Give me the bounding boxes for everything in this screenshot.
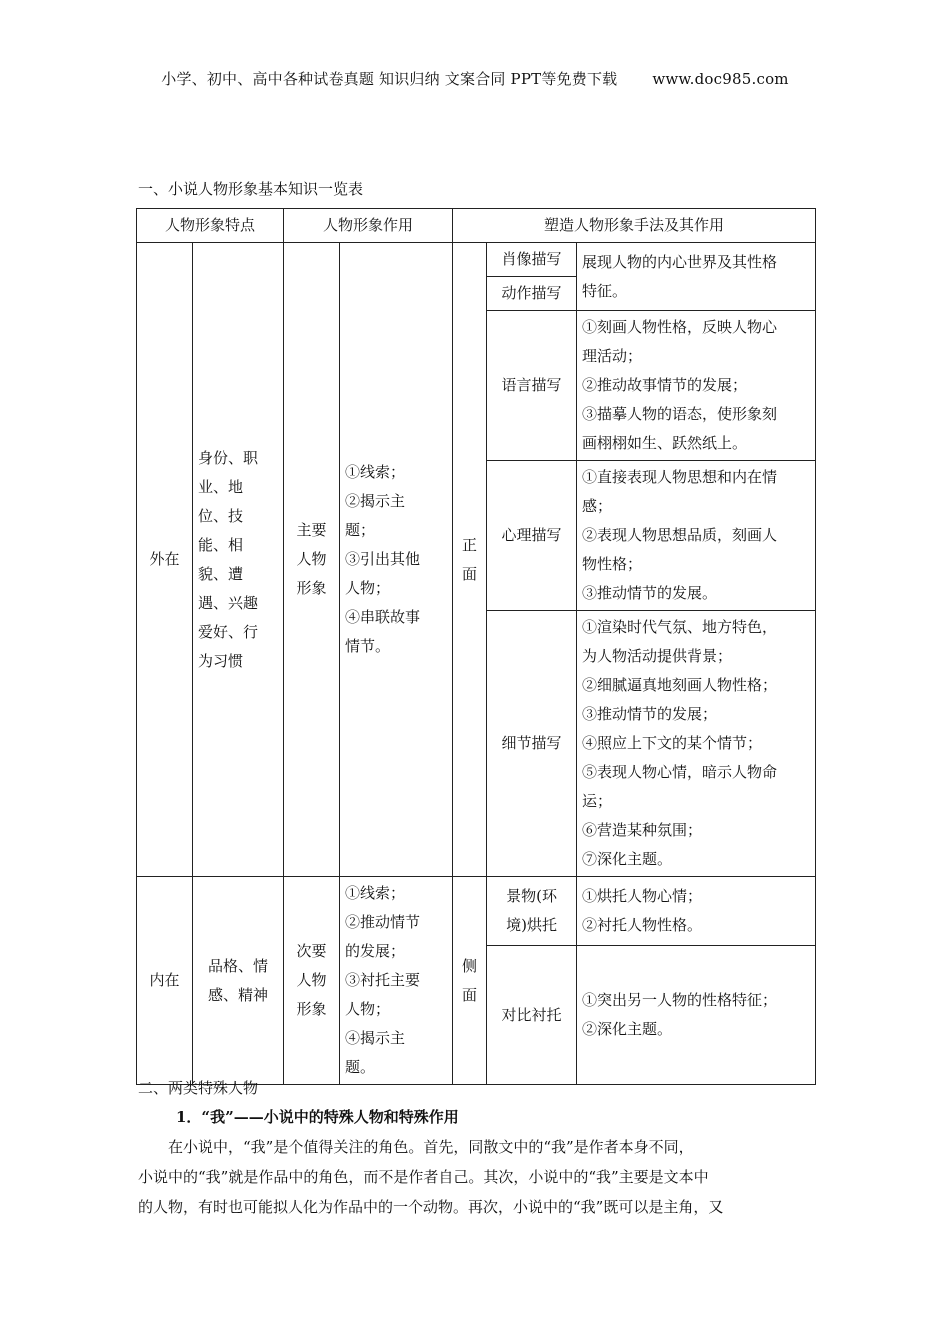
header-site: www.doc985.com <box>652 70 789 88</box>
character-knowledge-table <box>136 208 816 1085</box>
secondary-role <box>284 877 340 1085</box>
effect-line: ②推动故事情节的发展； <box>582 376 748 394</box>
effect-line: ①直接表现人物思想和内在情 <box>582 468 778 486</box>
secondary-role-line: 次要 <box>296 942 327 960</box>
main-function-line: ②揭示主 <box>345 492 406 510</box>
outer-trait-line: 为习惯 <box>198 651 244 670</box>
side-char: 侧 <box>462 956 478 975</box>
effect-line: ②深化主题。 <box>582 1020 673 1038</box>
front-label <box>453 243 487 877</box>
portrait-action-effect <box>577 243 816 311</box>
main-function-line: 情节。 <box>345 637 391 655</box>
effect-line: ⑦深化主题。 <box>582 850 673 868</box>
side-label <box>453 877 487 1085</box>
page-header <box>0 68 950 89</box>
main-role-line: 人物 <box>296 550 327 568</box>
main-role-line: 形象 <box>296 579 327 597</box>
scenery-line: 境)烘托 <box>506 916 557 934</box>
table-row <box>137 877 816 946</box>
language-method: 语言描写 <box>487 311 577 461</box>
header-method: 塑造人物形象手法及其作用 <box>453 209 816 243</box>
effect-line: ③推动情节的发展； <box>582 705 718 723</box>
secondary-function-line: ①线索； <box>345 884 406 902</box>
effect-line: ②衬托人物性格。 <box>582 916 703 934</box>
scenery-effect <box>577 877 816 946</box>
effect-line: ②表现人物思想品质，刻画人 <box>582 526 778 544</box>
main-function-line: ③引出其他 <box>345 550 421 568</box>
secondary-function-line: ②推动情节 <box>345 913 421 931</box>
secondary-function-line: 题。 <box>345 1058 376 1076</box>
contrast-method: 对比衬托 <box>487 946 577 1085</box>
effect-line: 展现人物的内心世界及其性格 <box>582 252 778 271</box>
main-function-line: 人物； <box>345 579 391 597</box>
effect-line: 物性格； <box>582 555 643 573</box>
paragraph-line: 的人物，有时也可能拟人化为作品中的一个动物。再次，小说中的“我”既可以是主角，又 <box>138 1198 724 1216</box>
main-function-line: ①线索； <box>345 463 406 481</box>
section1-title: 一、小说人物形象基本知识一览表 <box>138 180 364 198</box>
inner-traits <box>193 877 284 1085</box>
scenery-line: 景物(环 <box>506 887 557 905</box>
effect-line: ④照应上下文的某个情节； <box>582 734 763 752</box>
secondary-function-line: 人物； <box>345 1000 391 1018</box>
section2-subtitle: 1．“我”——小说中的特殊人物和特殊作用 <box>176 1108 459 1126</box>
effect-line: ①渲染时代气氛、地方特色， <box>582 618 778 636</box>
psychology-effect <box>577 461 816 611</box>
effect-line: ③推动情节的发展。 <box>582 584 718 602</box>
outer-trait-line: 遇、兴趣 <box>198 593 259 612</box>
effect-line: 运； <box>582 792 613 810</box>
front-char: 面 <box>462 564 478 583</box>
main-function-line: ④串联故事 <box>345 608 421 626</box>
action-method: 动作描写 <box>487 277 577 311</box>
outer-trait-line: 能、相 <box>198 535 244 554</box>
table-header-row <box>137 209 816 243</box>
psychology-method: 心理描写 <box>487 461 577 611</box>
secondary-function-line: 的发展； <box>345 942 406 960</box>
effect-line: 感； <box>582 497 613 515</box>
secondary-function-line: ④揭示主 <box>345 1029 406 1047</box>
outer-trait-line: 貌、遭 <box>198 564 244 583</box>
effect-line: ①烘托人物心情； <box>582 887 703 905</box>
effect-line: ⑥营造某种氛围； <box>582 821 703 839</box>
language-effect <box>577 311 816 461</box>
outer-label: 外在 <box>137 243 193 877</box>
outer-trait-line: 业、地 <box>198 477 244 496</box>
header-role: 人物形象作用 <box>284 209 453 243</box>
portrait-method: 肖像描写 <box>487 243 577 277</box>
detail-method: 细节描写 <box>487 611 577 877</box>
outer-trait-line: 位、技 <box>198 506 244 525</box>
outer-traits <box>193 243 284 877</box>
main-functions <box>340 243 453 877</box>
secondary-role-line: 人物 <box>296 971 327 989</box>
paragraph-line: 在小说中，“我”是个值得关注的角色。首先，同散文中的“我”是作者本身不同， <box>168 1138 694 1156</box>
inner-label: 内在 <box>137 877 193 1085</box>
effect-line: ①刻画人物性格，反映人物心 <box>582 318 778 336</box>
section2-paragraph <box>138 1132 814 1222</box>
header-trait: 人物形象特点 <box>137 209 284 243</box>
detail-effect <box>577 611 816 877</box>
front-char: 正 <box>462 535 478 554</box>
effect-line: ①突出另一人物的性格特征； <box>582 991 778 1009</box>
effect-line: ②细腻逼真地刻画人物性格； <box>582 676 778 694</box>
paragraph-line: 小说中的“我”就是作品中的角色，而不是作者自己。其次，小说中的“我”主要是文本中 <box>138 1168 709 1186</box>
effect-line: ⑤表现人物心情，暗示人物命 <box>582 763 778 781</box>
outer-trait-line: 身份、职 <box>198 448 259 467</box>
effect-line: 特征。 <box>582 281 628 300</box>
inner-trait-line: 感、精神 <box>208 985 269 1004</box>
inner-trait-line: 品格、情 <box>208 956 269 975</box>
effect-line: 为人物活动提供背景； <box>582 647 733 665</box>
main-role <box>284 243 340 877</box>
secondary-functions <box>340 877 453 1085</box>
table-row <box>137 243 816 277</box>
scenery-method <box>487 877 577 946</box>
contrast-effect <box>577 946 816 1085</box>
side-char: 面 <box>462 985 478 1004</box>
effect-line: 理活动； <box>582 347 643 365</box>
effect-line: ③描摹人物的语态，使形象刻 <box>582 405 778 423</box>
outer-trait-line: 爱好、行 <box>198 622 259 641</box>
header-text: 小学、初中、高中各种试卷真题 知识归纳 文案合同 PPT等免费下载 <box>161 70 618 88</box>
effect-line: 画栩栩如生、跃然纸上。 <box>582 434 748 452</box>
secondary-role-line: 形象 <box>296 1000 327 1018</box>
main-function-line: 题； <box>345 521 376 539</box>
secondary-function-line: ③衬托主要 <box>345 971 421 989</box>
section2-title: 二、两类特殊人物 <box>138 1079 259 1097</box>
main-role-line: 主要 <box>296 521 327 539</box>
